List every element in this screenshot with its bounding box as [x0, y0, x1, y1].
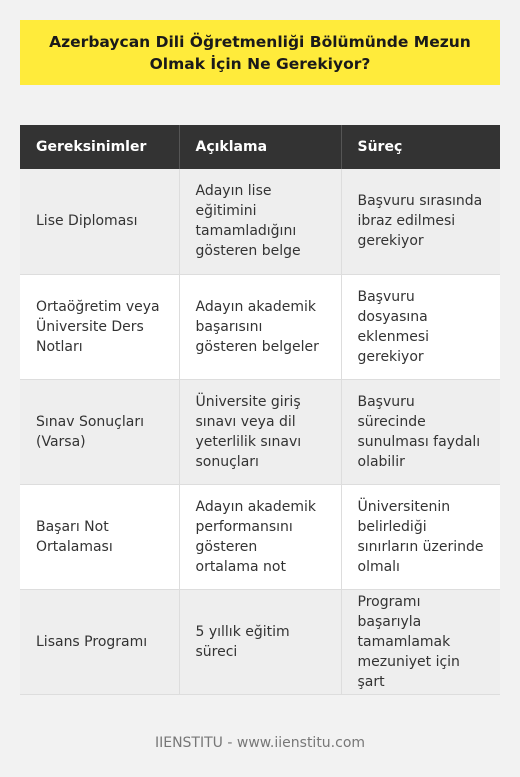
- cell-requirement: Başarı Not Ortalaması: [20, 484, 179, 589]
- requirements-table: [20, 125, 500, 695]
- page-title: Azerbaycan Dili Öğretmenliği Bölümünde Mezun Olmak İçin Ne Gerekiyor?: [49, 32, 471, 73]
- cell-description: Adayın akademik başarısını gösteren belgeler: [179, 274, 341, 379]
- cell-requirement: Ortaöğretim veya Üniversite Ders Notları: [20, 274, 179, 379]
- cell-description: Üniversite giriş sınavı veya dil yeterlilik sınavı sonuçları: [179, 379, 341, 484]
- cell-process: Başvuru sırasında ibraz edilmesi gerekiyor: [341, 169, 500, 274]
- table-header-row: [20, 125, 500, 169]
- cell-process: Başvuru dosyasına eklenmesi gerekiyor: [341, 274, 500, 379]
- header-process: Süreç: [341, 125, 500, 169]
- header-requirements: Gereksinimler: [20, 125, 179, 169]
- title-banner: [20, 20, 500, 85]
- table-row: [20, 169, 500, 274]
- table-row: [20, 589, 500, 694]
- table-row: [20, 274, 500, 379]
- cell-process: Üniversitenin belirlediği sınırların üzerinde olmalı: [341, 484, 500, 589]
- cell-requirement: Lise Diploması: [20, 169, 179, 274]
- cell-description: Adayın lise eğitimini tamamladığını gösteren belge: [179, 169, 341, 274]
- cell-requirement: Lisans Programı: [20, 589, 179, 694]
- cell-requirement: Sınav Sonuçları (Varsa): [20, 379, 179, 484]
- cell-description: 5 yıllık eğitim süreci: [179, 589, 341, 694]
- table-row: [20, 379, 500, 484]
- table-row: [20, 484, 500, 589]
- cell-description: Adayın akademik performansını gösteren ortalama not: [179, 484, 341, 589]
- header-description: Açıklama: [179, 125, 341, 169]
- cell-process: Programı başarıyla tamamlamak mezuniyet için şart: [341, 589, 500, 694]
- cell-process: Başvuru sürecinde sunulması faydalı olabilir: [341, 379, 500, 484]
- footer-credit: IIENSTITU - www.iienstitu.com: [154, 735, 366, 751]
